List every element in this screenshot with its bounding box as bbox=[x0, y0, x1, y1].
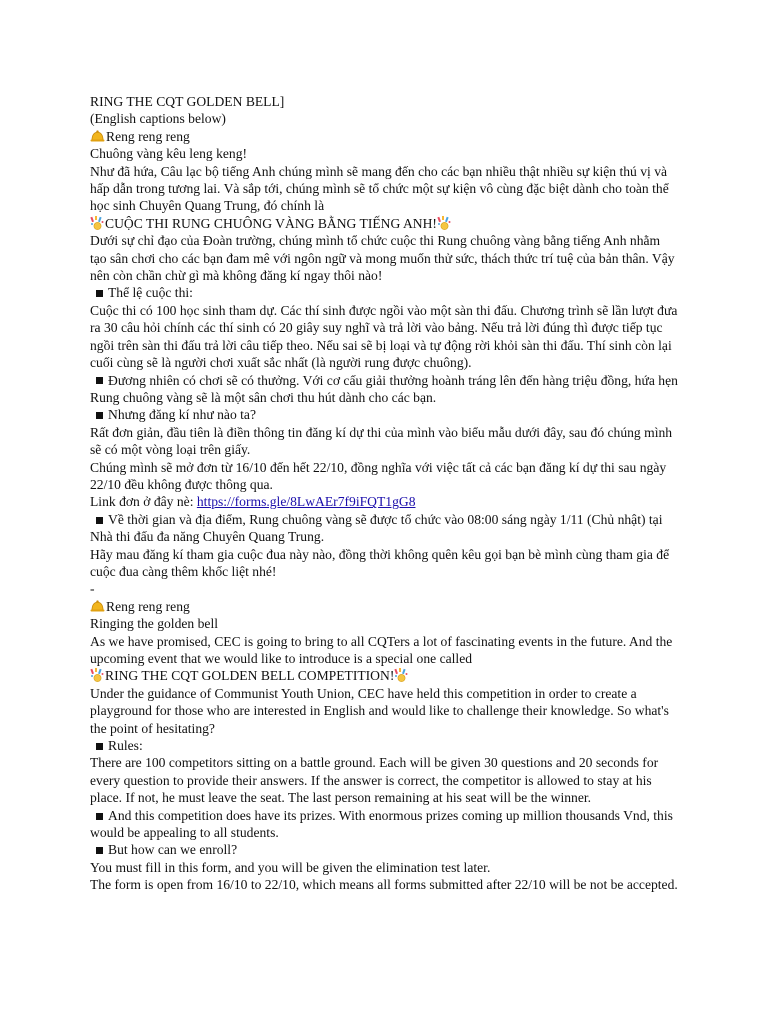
square-bullet-icon bbox=[96, 290, 103, 297]
vi-link-line bbox=[90, 493, 680, 510]
square-bullet-icon bbox=[96, 377, 103, 384]
en-enroll-heading: But how can we enroll? bbox=[108, 842, 238, 858]
square-bullet-icon bbox=[96, 517, 103, 524]
en-prizes-line bbox=[90, 807, 680, 842]
vi-venue-line bbox=[90, 511, 680, 546]
vi-event-line bbox=[90, 215, 680, 232]
vi-venue-text: Về thời gian và địa điểm, Rung chuông vàng sẽ được tổ chức vào 08:00 sáng ngày 1/11 (Chủ nhật) tại Nhà thi đấu đa năng Chuyên Quang Trung. bbox=[90, 511, 663, 545]
vi-enroll-text: Rất đơn giản, đầu tiên là điền thông tin đăng kí dự thi của mình vào biểu mẫu dưới đây, sau đó chúng mình sẽ có một vòng loại trên giấy. bbox=[90, 424, 673, 458]
square-bullet-icon bbox=[96, 412, 103, 419]
vi-dates-text: Chúng mình sẽ mở đơn từ 16/10 đến hết 22/10, đồng nghĩa với việc tất cả các bạn đăng kí dự thi sau ngày 22/10 đều không được thông qua. bbox=[90, 459, 667, 492]
section-separator: - bbox=[90, 581, 95, 597]
vi-guidance: Dưới sự chỉ đạo của Đoàn trường, chúng mình tổ chức cuộc thi Rung chuông vàng bằng tiếng Anh nhằm tạo sân chơi cho các bạn đam mê với ngôn ngữ và mong muốn thử sức, thách thức trí tuệ của bản thân. Vậy nên còn chần chừ gì mà không đăng kí ngay thôi nào! bbox=[90, 233, 675, 284]
confetti-ball-icon bbox=[394, 668, 409, 682]
vi-rules-text: Cuộc thi có 100 học sinh tham dự. Các thí sinh được ngồi vào một sàn thi đấu. Chương trình sẽ lần lượt đưa ra 30 câu hỏi chính các thí sinh có 20 giây suy nghĩ và trả lời vào bảng. Nếu trả lời đúng thì được tiếp tục ngồi trên sàn thi đấu trả lời câu tiếp theo. Nếu sai sẽ bị loại và tự động rời khỏi sàn thi đấu. Thí sinh còn lại cuối cùng sẽ là người chơi xuất sắc nhất (là người rung được chuông). bbox=[90, 302, 678, 371]
caption-note: (English captions below) bbox=[90, 111, 226, 127]
en-subtitle: Ringing the golden bell bbox=[90, 616, 218, 632]
en-prizes-text: And this competition does have its prizes. With enormous prizes coming up million thousands Vnd, this would be appealing to all students. bbox=[90, 807, 673, 841]
square-bullet-icon bbox=[96, 847, 103, 854]
en-rules-heading-line bbox=[90, 737, 680, 754]
vi-greeting: Reng reng reng bbox=[106, 128, 190, 144]
en-event-line bbox=[90, 667, 680, 684]
vi-enroll-heading: Nhưng đăng kí như nào ta? bbox=[108, 407, 256, 423]
confetti-ball-icon bbox=[90, 216, 105, 230]
document-body bbox=[90, 93, 680, 894]
en-rules-text: There are 100 competitors sitting on a battle ground. Each will be given 30 questions and 20 seconds for every question to provide their answers. If the answer is correct, the competitor is allowed to stay at his place. If not, he must leave the seat. The last person remaining at his seat will be the winner. bbox=[90, 755, 659, 806]
vi-intro: Như đã hứa, Câu lạc bộ tiếng Anh chúng mình sẽ mang đến cho các bạn nhiều thật nhiều sự kiện thú vị và hấp dẫn trong tương lai. Và sắp tới, chúng mình sẽ tổ chức một sự kiện vô cùng đặc biệt dành cho toàn thể học sinh Chuyên Quang Trung, đó chính là bbox=[90, 163, 669, 214]
en-intro: As we have promised, CEC is going to bring to all CQTers a lot of fascinating events in the future. And the upcoming event that we would like to introduce is a special one called bbox=[90, 633, 673, 666]
vi-link-label: Link đơn ở đây nè: bbox=[90, 494, 197, 510]
vi-event-name: CUỘC THI RUNG CHUÔNG VÀNG BẰNG TIẾNG ANH! bbox=[105, 215, 437, 231]
square-bullet-icon bbox=[96, 743, 103, 750]
en-event-name: RING THE CQT GOLDEN BELL COMPETITION! bbox=[105, 668, 395, 684]
en-guidance: Under the guidance of Communist Youth Union, CEC have held this competition in order to create a playground for those who are interested in English and would like to challenge their knowledge. So what's the point of hesitating? bbox=[90, 685, 669, 736]
bell-icon bbox=[90, 130, 105, 142]
confetti-ball-icon bbox=[90, 668, 105, 682]
en-enroll-text: You must fill in this form, and you will be given the elimination test later. bbox=[90, 859, 491, 875]
confetti-ball-icon bbox=[437, 216, 452, 230]
en-enroll-heading-line bbox=[90, 841, 680, 858]
vi-subtitle: Chuông vàng kêu leng keng! bbox=[90, 146, 248, 162]
vi-prizes-line bbox=[90, 372, 680, 407]
form-link[interactable]: https://forms.gle/8LwAEr7f9iFQT1gG8 bbox=[196, 494, 416, 510]
en-greeting-line bbox=[90, 598, 680, 615]
en-rules-heading: Rules: bbox=[108, 738, 143, 754]
vi-rules-heading-line bbox=[90, 284, 680, 301]
en-greeting: Reng reng reng bbox=[106, 598, 190, 614]
en-dates-text: The form is open from 16/10 to 22/10, which means all forms submitted after 22/10 will be not be accepted. bbox=[90, 877, 678, 893]
vi-rules-heading: Thể lệ cuộc thi: bbox=[108, 285, 193, 301]
vi-enroll-heading-line bbox=[90, 406, 680, 423]
vi-greeting-line bbox=[90, 128, 680, 145]
vi-closing: Hãy mau đăng kí tham gia cuộc đua này nào, đồng thời không quên kêu gọi bạn bè mình cùng tham gia để cuộc đua càng thêm khốc liệt nhé! bbox=[90, 546, 670, 579]
vi-prizes-text: Đương nhiên có chơi sẽ có thưởng. Với cơ cấu giải thưởng hoành tráng lên đến hàng triệu đồng, hứa hẹn Rung chuông vàng sẽ là một sân chơi thu hút dành cho các bạn. bbox=[90, 372, 678, 405]
square-bullet-icon bbox=[96, 813, 103, 820]
bell-icon bbox=[90, 600, 105, 612]
doc-title: RING THE CQT GOLDEN BELL] bbox=[90, 94, 285, 109]
